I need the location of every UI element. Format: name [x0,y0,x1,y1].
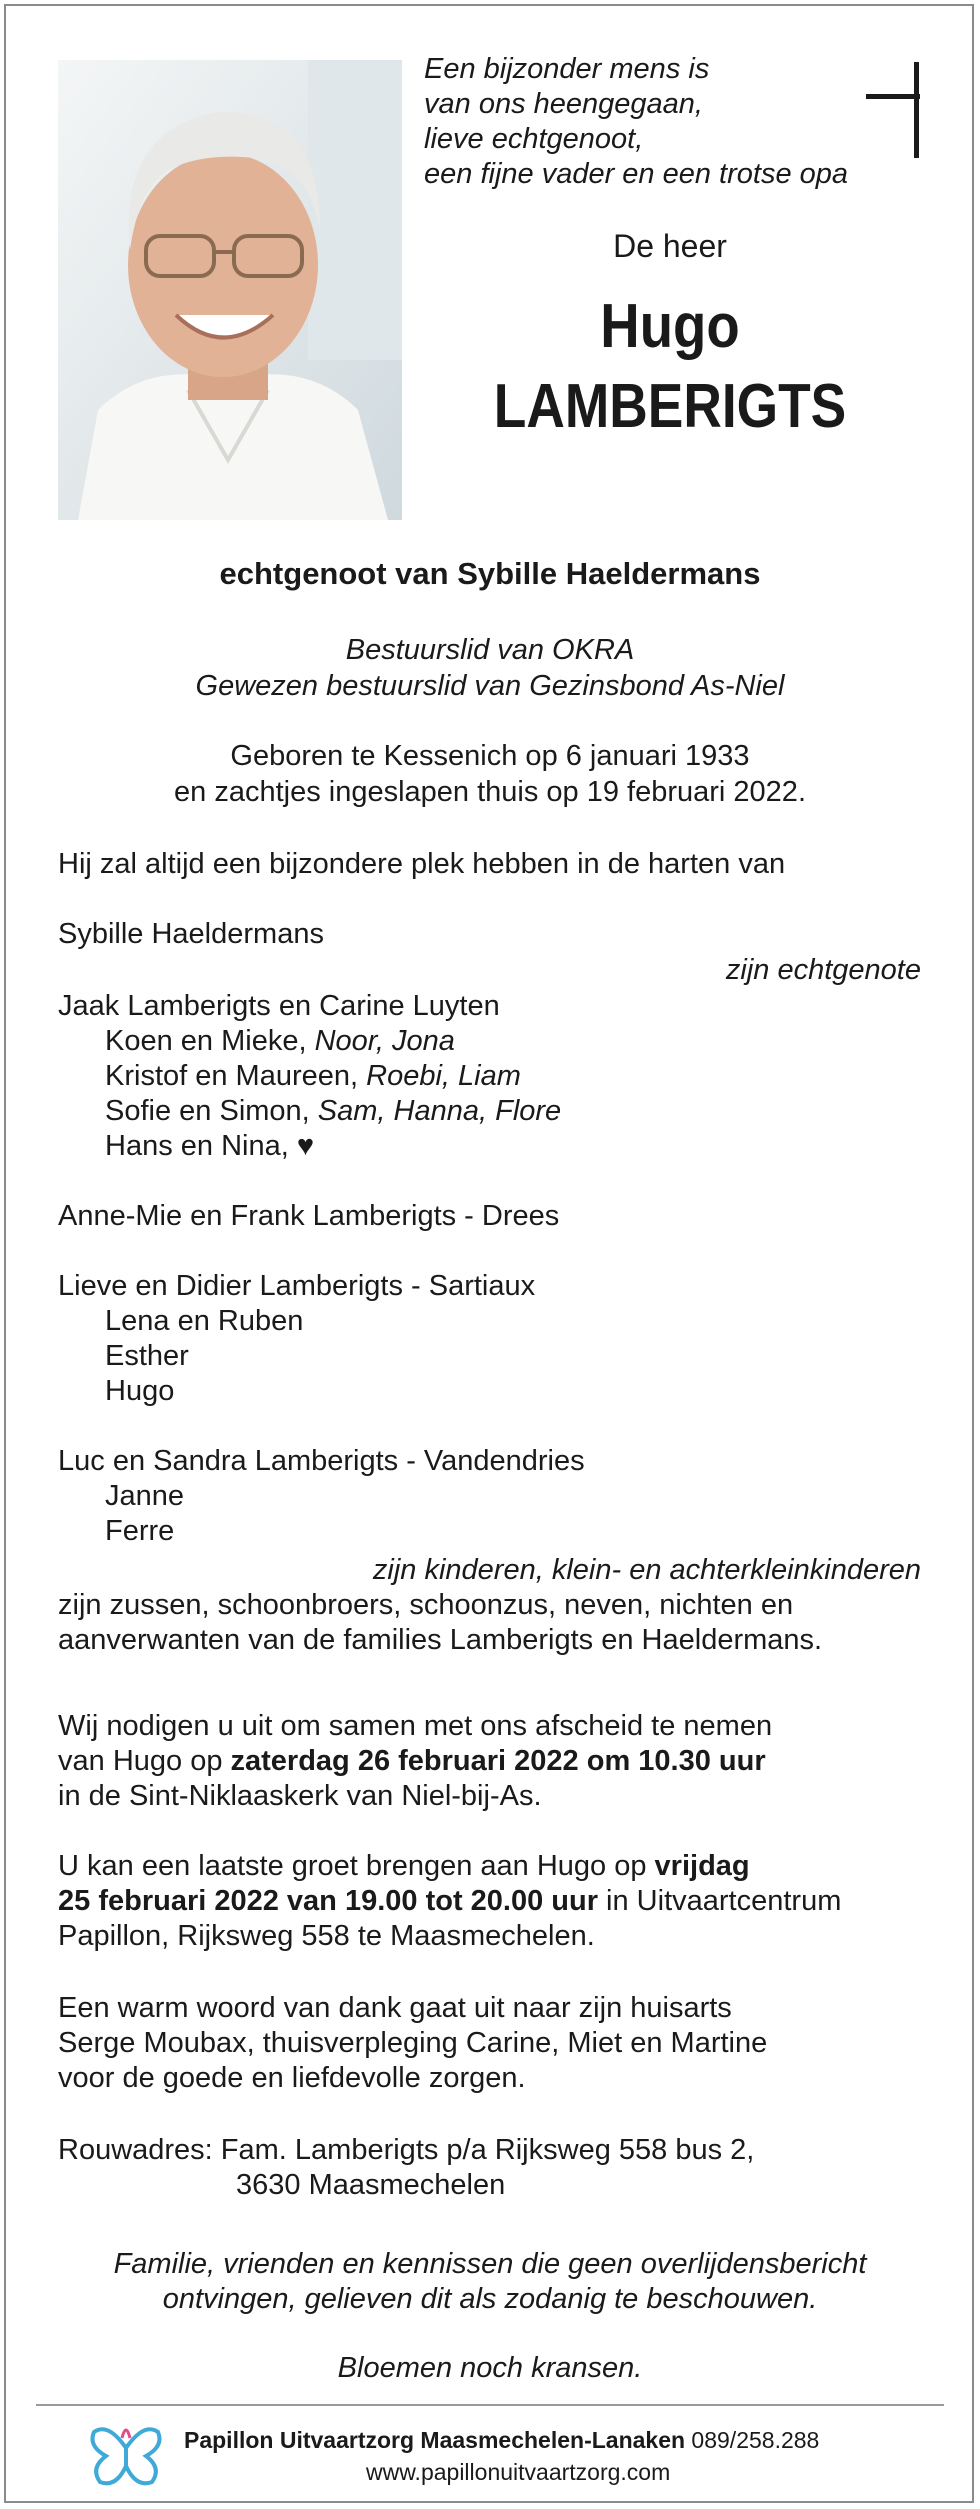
motto-line: van ons heengegaan, [424,88,703,120]
funeral-line: in de Sint-Niklaaskerk van Niel-bij-As. [58,1780,542,1812]
butterfly-logo-icon [86,2418,166,2492]
widow-name: Sybille Haeldermans [58,918,324,950]
grandchild-line: Sofie en Simon, Sam, Hanna, Flore [105,1095,562,1127]
footer-divider [36,2404,944,2406]
grandchild-line: Kristof en Maureen, Roebi, Liam [105,1060,521,1092]
motto-line: een fijne vader en een trotse opa [424,158,849,190]
flowers-line: Bloemen noch kransen. [337,2352,643,2384]
intro-line: Hij zal altijd een bijzondere plek hebben in de harten van [58,848,786,880]
footer-company: Papillon Uitvaartzorg Maasmechelen-Lanaken 089/258.288 [184,2427,820,2453]
address-line: Rouwadres: Fam. Lamberigts p/a Rijksweg 558 bus 2, [58,2134,755,2166]
visit-line: Papillon, Rijksweg 558 te Maasmechelen. [58,1920,595,1952]
grandchild-line: Koen en Mieke, Noor, Jona [105,1025,455,1057]
grandchild-line: Esther [105,1340,189,1372]
family-line: Luc en Sandra Lamberigts - Vandendries [58,1445,585,1477]
funeral-line: Wij nodigen u uit om samen met ons afscheid te nemen [58,1710,773,1742]
footer-website: www.papillonuitvaartzorg.com [366,2459,671,2485]
thanks-line: voor de goede en liefdevolle zorgen. [58,2062,526,2094]
grandchild-line: Lena en Ruben [105,1305,304,1337]
notice-line: ontvingen, gelieven dit als zodanig te beschouwen. [162,2283,818,2315]
thanks-line: Serge Moubax, thuisverpleging Carine, Miet en Martine [58,2027,768,2059]
grandchild-line: Hans en Nina, ♥ [105,1130,315,1162]
grandchild-line: Hugo [105,1375,175,1407]
role: Bestuurslid van OKRA [345,634,635,666]
role: Gewezen bestuurslid van Gezinsbond As-Niel [195,670,785,702]
birth-line: Geboren te Kessenich op 6 januari 1933 [230,740,750,772]
visit-line: U kan een laatste groet brengen aan Hugo op vrijdag [58,1850,750,1882]
relatives-line: aanverwanten van de families Lamberigts en Haeldermans. [58,1624,823,1656]
funeral-line: van Hugo op zaterdag 26 februari 2022 om 10.30 uur [58,1745,766,1777]
widow-label: zijn echtgenote [725,954,921,986]
title: De heer [613,228,727,264]
first-name: Hugo [600,292,740,361]
thanks-line: Een warm woord van dank gaat uit naar zijn huisarts [58,1992,732,2024]
spouse-line: echtgenoot van Sybille Haeldermans [219,556,761,591]
children-label: zijn kinderen, klein- en achterkleinkinderen [372,1554,921,1586]
family-line: Lieve en Didier Lamberigts - Sartiaux [58,1270,536,1302]
last-name: LAMBERIGTS [493,372,847,441]
motto-line: Een bijzonder mens is [424,53,710,85]
grandchild-line: Ferre [105,1515,175,1547]
family-line: Anne-Mie en Frank Lamberigts - Drees [58,1200,560,1232]
grandchild-line: Janne [105,1480,185,1512]
notice-line: Familie, vrienden en kennissen die geen overlijdensbericht [113,2248,867,2280]
family-line: Jaak Lamberigts en Carine Luyten [58,990,500,1022]
address-line: 3630 Maasmechelen [236,2169,506,2201]
death-line: en zachtjes ingeslapen thuis op 19 februari 2022. [174,776,806,808]
portrait-photo [58,60,402,520]
relatives-line: zijn zussen, schoonbroers, schoonzus, neven, nichten en [58,1589,794,1621]
visit-line: 25 februari 2022 van 19.00 tot 20.00 uur in Uitvaartcentrum [58,1885,842,1917]
motto [424,52,848,192]
motto-line: lieve echtgenoot, [424,123,644,155]
